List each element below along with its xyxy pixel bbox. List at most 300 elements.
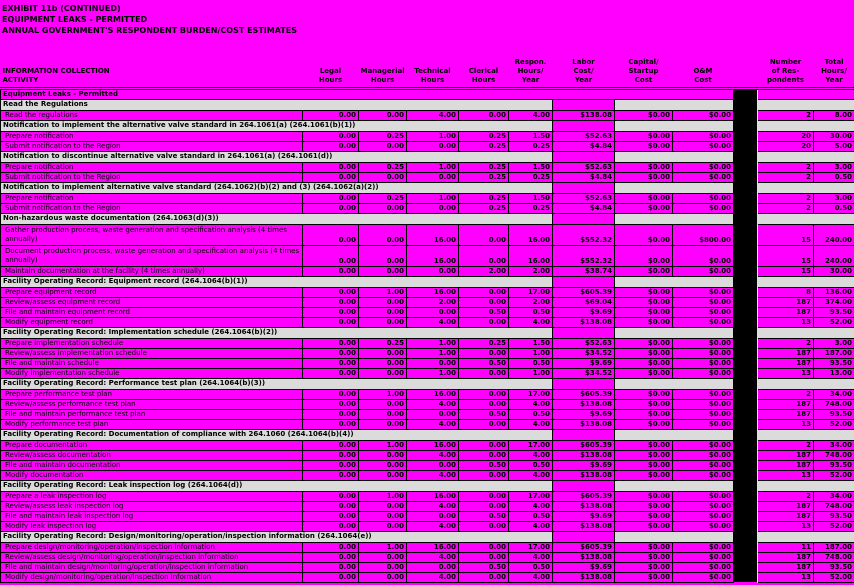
value-cell-respondent_hours_year[interactable]: 0.50 [509, 307, 553, 317]
value-cell-respondent_hours_year[interactable]: 0.50 [509, 562, 553, 572]
value-cell-legal_hours[interactable]: 0.00 [303, 358, 359, 368]
value-cell-legal_hours[interactable]: 0.00 [303, 572, 359, 582]
value-cell-clerical_hours[interactable]: 0.00 [459, 419, 509, 429]
value-cell-total_hours_year[interactable]: 93.50 [814, 409, 854, 419]
value-cell-respondent_hours_year[interactable]: 4.00 [509, 450, 553, 460]
section-labor-cost-cell[interactable] [553, 531, 615, 542]
value-cell-respondent_hours_year[interactable]: 4.00 [509, 572, 553, 582]
value-cell-labor_cost_year[interactable]: $138.08 [553, 470, 615, 480]
value-cell-clerical_hours[interactable]: 0.25 [459, 338, 509, 348]
value-cell-om_cost[interactable]: $0.00 [673, 552, 734, 562]
value-cell-respondent_hours_year[interactable]: 0.50 [509, 511, 553, 521]
value-cell-capital_startup_cost[interactable]: $0.00 [615, 297, 673, 307]
value-cell-clerical_hours[interactable]: 0.50 [459, 460, 509, 470]
value-cell-technical_hours[interactable]: 0.00 [407, 511, 459, 521]
value-cell-labor_cost_year[interactable]: $4.84 [553, 141, 615, 151]
value-cell-legal_hours[interactable]: 0.00 [303, 266, 359, 276]
value-cell-labor_cost_year[interactable]: $138.08 [553, 552, 615, 562]
value-cell-legal_hours[interactable]: 0.00 [303, 491, 359, 501]
value-cell-legal_hours[interactable]: 0.00 [303, 460, 359, 470]
value-cell-number_of_respondents[interactable]: 187 [758, 562, 814, 572]
value-cell-labor_cost_year[interactable]: $52.63 [553, 338, 615, 348]
value-cell-number_of_respondents[interactable]: 13 [758, 470, 814, 480]
value-cell-technical_hours[interactable]: 1.00 [407, 338, 459, 348]
value-cell-om_cost[interactable]: $0.00 [673, 572, 734, 582]
value-cell-technical_hours[interactable]: 16.00 [407, 542, 459, 552]
value-cell-om_cost[interactable]: $0.00 [673, 511, 734, 521]
value-cell-respondent_hours_year[interactable]: 16.00 [509, 224, 553, 245]
value-cell-number_of_respondents[interactable]: 15 [758, 266, 814, 276]
value-cell-total_hours_year[interactable]: 30.00 [814, 131, 854, 141]
value-cell-clerical_hours[interactable]: 0.00 [459, 521, 509, 531]
value-cell-legal_hours[interactable]: 0.00 [303, 389, 359, 399]
value-cell-total_hours_year[interactable]: 52.00 [814, 572, 854, 582]
category-band-label[interactable]: Equipment Leaks - Permitted [1, 88, 734, 99]
value-cell-managerial_hours[interactable]: 0.00 [359, 358, 407, 368]
value-cell-legal_hours[interactable]: 0.00 [303, 521, 359, 531]
value-cell-capital_startup_cost[interactable]: $0.00 [615, 338, 673, 348]
value-cell-managerial_hours[interactable]: 0.00 [359, 297, 407, 307]
value-cell-technical_hours[interactable]: 0.00 [407, 307, 459, 317]
value-cell-legal_hours[interactable]: 0.00 [303, 317, 359, 327]
value-cell-respondent_hours_year[interactable]: 1.50 [509, 338, 553, 348]
value-cell-number_of_respondents[interactable]: 8 [758, 287, 814, 297]
value-cell-legal_hours[interactable]: 0.00 [303, 110, 359, 120]
value-cell-clerical_hours[interactable]: 0.00 [459, 450, 509, 460]
value-cell-total_hours_year[interactable]: 187.00 [814, 542, 854, 552]
activity-label-cell[interactable]: Modify implementation schedule [1, 368, 303, 378]
value-cell-respondent_hours_year[interactable]: 1.00 [509, 348, 553, 358]
value-cell-total_hours_year[interactable]: 52.00 [814, 470, 854, 480]
activity-label-cell[interactable]: File and maintain performance test plan [1, 409, 303, 419]
value-cell-technical_hours[interactable]: 0.00 [407, 203, 459, 213]
value-cell-clerical_hours[interactable]: 0.00 [459, 399, 509, 409]
value-cell-total_hours_year[interactable]: 748.00 [814, 552, 854, 562]
value-cell-legal_hours[interactable]: 0.00 [303, 162, 359, 172]
value-cell-capital_startup_cost[interactable]: $0.00 [615, 224, 673, 245]
value-cell-legal_hours[interactable]: 0.00 [303, 297, 359, 307]
value-cell-technical_hours[interactable]: 0.00 [407, 460, 459, 470]
value-cell-respondent_hours_year[interactable]: 1.50 [509, 193, 553, 203]
value-cell-respondent_hours_year[interactable]: 4.00 [509, 501, 553, 511]
value-cell-number_of_respondents[interactable]: 13 [758, 368, 814, 378]
value-cell-labor_cost_year[interactable]: $138.08 [553, 317, 615, 327]
value-cell-capital_startup_cost[interactable]: $0.00 [615, 562, 673, 572]
value-cell-managerial_hours[interactable]: 0.00 [359, 552, 407, 562]
value-cell-number_of_respondents[interactable]: 2 [758, 172, 814, 182]
value-cell-managerial_hours[interactable]: 0.00 [359, 470, 407, 480]
section-labor-cost-cell[interactable] [553, 213, 615, 224]
value-cell-om_cost[interactable]: $0.00 [673, 562, 734, 572]
value-cell-om_cost[interactable]: $0.00 [673, 307, 734, 317]
value-cell-om_cost[interactable]: $0.00 [673, 317, 734, 327]
value-cell-managerial_hours[interactable]: 0.00 [359, 224, 407, 245]
value-cell-clerical_hours[interactable]: 0.25 [459, 141, 509, 151]
value-cell-capital_startup_cost[interactable]: $0.00 [615, 409, 673, 419]
value-cell-legal_hours[interactable]: 0.00 [303, 501, 359, 511]
value-cell-clerical_hours[interactable]: 2.00 [459, 266, 509, 276]
value-cell-managerial_hours[interactable]: 0.25 [359, 162, 407, 172]
value-cell-managerial_hours[interactable]: 0.25 [359, 131, 407, 141]
value-cell-technical_hours[interactable]: 4.00 [407, 521, 459, 531]
value-cell-number_of_respondents[interactable]: 13 [758, 572, 814, 582]
value-cell-clerical_hours[interactable]: 0.00 [459, 440, 509, 450]
value-cell-respondent_hours_year[interactable]: 16.00 [509, 245, 553, 266]
value-cell-technical_hours[interactable]: 4.00 [407, 419, 459, 429]
value-cell-technical_hours[interactable]: 4.00 [407, 501, 459, 511]
activity-label-cell[interactable]: Submit notification to the Region [1, 172, 303, 182]
value-cell-total_hours_year[interactable]: 5.00 [814, 141, 854, 151]
value-cell-number_of_respondents[interactable]: 20 [758, 141, 814, 151]
value-cell-om_cost[interactable]: $0.00 [673, 297, 734, 307]
value-cell-managerial_hours[interactable]: 0.00 [359, 399, 407, 409]
value-cell-labor_cost_year[interactable]: $9.69 [553, 460, 615, 470]
value-cell-capital_startup_cost[interactable]: $0.00 [615, 162, 673, 172]
value-cell-total_hours_year[interactable]: 93.50 [814, 511, 854, 521]
value-cell-om_cost[interactable]: $0.00 [673, 172, 734, 182]
value-cell-legal_hours[interactable]: 0.00 [303, 348, 359, 358]
value-cell-managerial_hours[interactable]: 0.00 [359, 419, 407, 429]
value-cell-om_cost[interactable]: $0.00 [673, 419, 734, 429]
value-cell-managerial_hours[interactable]: 0.00 [359, 460, 407, 470]
value-cell-labor_cost_year[interactable]: $138.08 [553, 521, 615, 531]
value-cell-labor_cost_year[interactable]: $605.39 [553, 491, 615, 501]
activity-label-cell[interactable]: Submit notification to the Region [1, 141, 303, 151]
activity-label-cell[interactable]: File and maintain leak inspection log [1, 511, 303, 521]
value-cell-capital_startup_cost[interactable]: $0.00 [615, 572, 673, 582]
value-cell-total_hours_year[interactable]: 374.00 [814, 297, 854, 307]
value-cell-capital_startup_cost[interactable]: $0.00 [615, 287, 673, 297]
value-cell-total_hours_year[interactable]: 187.00 [814, 348, 854, 358]
value-cell-total_hours_year[interactable]: 93.50 [814, 358, 854, 368]
value-cell-clerical_hours[interactable]: 0.00 [459, 542, 509, 552]
value-cell-total_hours_year[interactable]: 3.00 [814, 193, 854, 203]
value-cell-number_of_respondents[interactable]: 15 [758, 245, 814, 266]
value-cell-technical_hours[interactable]: 4.00 [407, 572, 459, 582]
value-cell-om_cost[interactable]: $0.00 [673, 470, 734, 480]
value-cell-respondent_hours_year[interactable]: 0.50 [509, 358, 553, 368]
value-cell-respondent_hours_year[interactable]: 4.00 [509, 419, 553, 429]
value-cell-technical_hours[interactable]: 4.00 [407, 399, 459, 409]
value-cell-clerical_hours[interactable]: 0.00 [459, 224, 509, 245]
value-cell-technical_hours[interactable]: 1.00 [407, 193, 459, 203]
value-cell-labor_cost_year[interactable]: $9.69 [553, 511, 615, 521]
value-cell-legal_hours[interactable]: 0.00 [303, 440, 359, 450]
value-cell-labor_cost_year[interactable]: $9.69 [553, 409, 615, 419]
value-cell-labor_cost_year[interactable]: $138.08 [553, 110, 615, 120]
value-cell-labor_cost_year[interactable]: $552.32 [553, 245, 615, 266]
value-cell-managerial_hours[interactable]: 0.00 [359, 409, 407, 419]
value-cell-om_cost[interactable]: $0.00 [673, 542, 734, 552]
value-cell-number_of_respondents[interactable]: 20 [758, 131, 814, 141]
activity-label-cell[interactable]: Prepare equipment record [1, 287, 303, 297]
value-cell-legal_hours[interactable]: 0.00 [303, 193, 359, 203]
value-cell-technical_hours[interactable]: 0.00 [407, 562, 459, 572]
value-cell-technical_hours[interactable]: 0.00 [407, 141, 459, 151]
value-cell-technical_hours[interactable]: 16.00 [407, 389, 459, 399]
value-cell-capital_startup_cost[interactable]: $0.00 [615, 131, 673, 141]
value-cell-managerial_hours[interactable]: 1.00 [359, 491, 407, 501]
value-cell-respondent_hours_year[interactable]: 2.00 [509, 297, 553, 307]
value-cell-respondent_hours_year[interactable]: 4.00 [509, 521, 553, 531]
value-cell-managerial_hours[interactable]: 0.00 [359, 317, 407, 327]
value-cell-technical_hours[interactable]: 0.00 [407, 266, 459, 276]
value-cell-capital_startup_cost[interactable]: $0.00 [615, 491, 673, 501]
value-cell-managerial_hours[interactable]: 0.00 [359, 245, 407, 266]
value-cell-total_hours_year[interactable]: 748.00 [814, 399, 854, 409]
value-cell-number_of_respondents[interactable]: 13 [758, 419, 814, 429]
value-cell-labor_cost_year[interactable]: $9.69 [553, 562, 615, 572]
value-cell-total_hours_year[interactable]: 52.00 [814, 521, 854, 531]
value-cell-technical_hours[interactable]: 0.00 [407, 358, 459, 368]
value-cell-respondent_hours_year[interactable]: 4.00 [509, 110, 553, 120]
section-header-label[interactable]: Facility Operating Record: Documentation of compliance with 264.1060 (264.1064(b)(4)) [1, 429, 553, 440]
value-cell-clerical_hours[interactable]: 0.50 [459, 409, 509, 419]
value-cell-total_hours_year[interactable]: 93.50 [814, 307, 854, 317]
section-labor-cost-cell[interactable] [553, 276, 615, 287]
activity-label-cell[interactable]: Review/assess implementation schedule [1, 348, 303, 358]
value-cell-labor_cost_year[interactable]: $138.08 [553, 501, 615, 511]
value-cell-managerial_hours[interactable]: 0.00 [359, 572, 407, 582]
value-cell-respondent_hours_year[interactable]: 17.00 [509, 389, 553, 399]
value-cell-technical_hours[interactable]: 16.00 [407, 224, 459, 245]
value-cell-technical_hours[interactable]: 16.00 [407, 491, 459, 501]
value-cell-capital_startup_cost[interactable]: $0.00 [615, 460, 673, 470]
value-cell-om_cost[interactable]: $0.00 [673, 501, 734, 511]
value-cell-clerical_hours[interactable]: 0.25 [459, 203, 509, 213]
value-cell-labor_cost_year[interactable]: $138.08 [553, 572, 615, 582]
value-cell-labor_cost_year[interactable]: $69.04 [553, 297, 615, 307]
value-cell-capital_startup_cost[interactable]: $0.00 [615, 419, 673, 429]
value-cell-total_hours_year[interactable]: 34.00 [814, 440, 854, 450]
value-cell-capital_startup_cost[interactable]: $0.00 [615, 552, 673, 562]
value-cell-number_of_respondents[interactable]: 187 [758, 450, 814, 460]
value-cell-clerical_hours[interactable]: 0.00 [459, 368, 509, 378]
value-cell-technical_hours[interactable]: 1.00 [407, 368, 459, 378]
value-cell-managerial_hours[interactable]: 0.00 [359, 141, 407, 151]
activity-label-cell[interactable]: File and maintain schedule [1, 358, 303, 368]
value-cell-managerial_hours[interactable]: 0.00 [359, 562, 407, 572]
value-cell-number_of_respondents[interactable]: 187 [758, 307, 814, 317]
value-cell-technical_hours[interactable]: 16.00 [407, 287, 459, 297]
value-cell-labor_cost_year[interactable]: $605.39 [553, 542, 615, 552]
section-labor-cost-cell[interactable] [553, 480, 615, 491]
value-cell-om_cost[interactable]: $800.00 [673, 224, 734, 245]
value-cell-legal_hours[interactable]: 0.00 [303, 399, 359, 409]
value-cell-number_of_respondents[interactable]: 2 [758, 203, 814, 213]
value-cell-om_cost[interactable]: $0.00 [673, 460, 734, 470]
value-cell-capital_startup_cost[interactable]: $0.00 [615, 440, 673, 450]
value-cell-capital_startup_cost[interactable]: $0.00 [615, 389, 673, 399]
activity-label-cell[interactable]: Modify design/monitoring/operation/inspection information [1, 572, 303, 582]
value-cell-managerial_hours[interactable]: 0.00 [359, 172, 407, 182]
value-cell-legal_hours[interactable]: 0.00 [303, 203, 359, 213]
value-cell-managerial_hours[interactable]: 1.00 [359, 287, 407, 297]
value-cell-number_of_respondents[interactable]: 2 [758, 193, 814, 203]
value-cell-capital_startup_cost[interactable]: $0.00 [615, 141, 673, 151]
value-cell-labor_cost_year[interactable]: $52.63 [553, 193, 615, 203]
value-cell-legal_hours[interactable]: 0.00 [303, 224, 359, 245]
section-labor-cost-cell[interactable] [553, 327, 615, 338]
section-labor-cost-cell[interactable] [553, 182, 615, 193]
activity-label-cell[interactable]: Modify equipment record [1, 317, 303, 327]
section-header-label[interactable]: Facility Operating Record: Implementation schedule (264.1064(b)(2)) [1, 327, 553, 338]
value-cell-capital_startup_cost[interactable]: $0.00 [615, 521, 673, 531]
value-cell-clerical_hours[interactable]: 0.00 [459, 491, 509, 501]
value-cell-labor_cost_year[interactable]: $52.63 [553, 131, 615, 141]
value-cell-clerical_hours[interactable]: 0.00 [459, 348, 509, 358]
value-cell-legal_hours[interactable]: 0.00 [303, 409, 359, 419]
value-cell-om_cost[interactable]: $0.00 [673, 266, 734, 276]
value-cell-total_hours_year[interactable]: 34.00 [814, 491, 854, 501]
value-cell-clerical_hours[interactable]: 0.25 [459, 162, 509, 172]
value-cell-capital_startup_cost[interactable]: $0.00 [615, 348, 673, 358]
value-cell-om_cost[interactable]: $0.00 [673, 399, 734, 409]
value-cell-respondent_hours_year[interactable]: 1.00 [509, 368, 553, 378]
value-cell-clerical_hours[interactable]: 0.00 [459, 317, 509, 327]
value-cell-number_of_respondents[interactable]: 187 [758, 552, 814, 562]
value-cell-capital_startup_cost[interactable]: $0.00 [615, 193, 673, 203]
value-cell-capital_startup_cost[interactable]: $0.00 [615, 542, 673, 552]
value-cell-total_hours_year[interactable]: 0.50 [814, 172, 854, 182]
value-cell-managerial_hours[interactable]: 0.00 [359, 511, 407, 521]
value-cell-number_of_respondents[interactable]: 187 [758, 409, 814, 419]
value-cell-clerical_hours[interactable]: 0.25 [459, 131, 509, 141]
value-cell-om_cost[interactable]: $0.00 [673, 162, 734, 172]
value-cell-technical_hours[interactable]: 0.00 [407, 409, 459, 419]
value-cell-om_cost[interactable]: $0.00 [673, 491, 734, 501]
value-cell-total_hours_year[interactable]: 30.00 [814, 266, 854, 276]
value-cell-managerial_hours[interactable]: 0.00 [359, 266, 407, 276]
value-cell-clerical_hours[interactable]: 0.00 [459, 245, 509, 266]
value-cell-total_hours_year[interactable]: 93.50 [814, 562, 854, 572]
value-cell-number_of_respondents[interactable]: 187 [758, 501, 814, 511]
section-header-label[interactable]: Facility Operating Record: Leak inspection log (264.1064(d)) [1, 480, 553, 491]
value-cell-respondent_hours_year[interactable]: 4.00 [509, 317, 553, 327]
value-cell-technical_hours[interactable]: 2.00 [407, 297, 459, 307]
value-cell-om_cost[interactable]: $0.00 [673, 389, 734, 399]
value-cell-clerical_hours[interactable]: 0.00 [459, 572, 509, 582]
value-cell-capital_startup_cost[interactable]: $0.00 [615, 358, 673, 368]
value-cell-labor_cost_year[interactable]: $9.69 [553, 358, 615, 368]
section-header-label[interactable]: Facility Operating Record: Equipment record (264.1064(b)(1)) [1, 276, 553, 287]
value-cell-clerical_hours[interactable]: 0.50 [459, 511, 509, 521]
value-cell-total_hours_year[interactable]: 3.00 [814, 338, 854, 348]
value-cell-total_hours_year[interactable]: 93.50 [814, 460, 854, 470]
value-cell-clerical_hours[interactable]: 0.00 [459, 297, 509, 307]
value-cell-capital_startup_cost[interactable]: $0.00 [615, 368, 673, 378]
value-cell-clerical_hours[interactable]: 0.00 [459, 501, 509, 511]
value-cell-technical_hours[interactable]: 4.00 [407, 450, 459, 460]
activity-label-cell[interactable]: Read the regulations [1, 110, 303, 120]
value-cell-om_cost[interactable]: $0.00 [673, 348, 734, 358]
value-cell-number_of_respondents[interactable]: 2 [758, 389, 814, 399]
value-cell-total_hours_year[interactable]: 34.00 [814, 389, 854, 399]
value-cell-capital_startup_cost[interactable]: $0.00 [615, 399, 673, 409]
value-cell-om_cost[interactable]: $0.00 [673, 440, 734, 450]
value-cell-capital_startup_cost[interactable]: $0.00 [615, 450, 673, 460]
value-cell-managerial_hours[interactable]: 0.00 [359, 521, 407, 531]
value-cell-number_of_respondents[interactable]: 187 [758, 511, 814, 521]
value-cell-legal_hours[interactable]: 0.00 [303, 562, 359, 572]
value-cell-capital_startup_cost[interactable]: $0.00 [615, 203, 673, 213]
value-cell-labor_cost_year[interactable]: $138.08 [553, 399, 615, 409]
value-cell-respondent_hours_year[interactable]: 17.00 [509, 287, 553, 297]
section-header-label[interactable]: Facility Operating Record: Performance test plan (264.1064(b)(3)) [1, 378, 553, 389]
value-cell-respondent_hours_year[interactable]: 4.00 [509, 399, 553, 409]
value-cell-capital_startup_cost[interactable]: $0.00 [615, 245, 673, 266]
value-cell-total_hours_year[interactable]: 240.00 [814, 245, 854, 266]
value-cell-om_cost[interactable]: $0.00 [673, 450, 734, 460]
value-cell-capital_startup_cost[interactable]: $0.00 [615, 307, 673, 317]
value-cell-clerical_hours[interactable]: 0.00 [459, 470, 509, 480]
value-cell-clerical_hours[interactable]: 0.50 [459, 307, 509, 317]
activity-label-cell[interactable]: Prepare performance test plan [1, 389, 303, 399]
section-labor-cost-cell[interactable] [553, 99, 615, 110]
value-cell-respondent_hours_year[interactable]: 0.25 [509, 172, 553, 182]
value-cell-respondent_hours_year[interactable]: 1.50 [509, 162, 553, 172]
value-cell-legal_hours[interactable]: 0.00 [303, 419, 359, 429]
value-cell-labor_cost_year[interactable]: $138.08 [553, 450, 615, 460]
activity-label-cell[interactable]: Prepare documentation [1, 440, 303, 450]
value-cell-clerical_hours[interactable]: 0.00 [459, 287, 509, 297]
value-cell-number_of_respondents[interactable]: 187 [758, 297, 814, 307]
value-cell-managerial_hours[interactable]: 0.00 [359, 110, 407, 120]
value-cell-managerial_hours[interactable]: 1.00 [359, 389, 407, 399]
value-cell-respondent_hours_year[interactable]: 17.00 [509, 542, 553, 552]
value-cell-om_cost[interactable]: $0.00 [673, 141, 734, 151]
value-cell-technical_hours[interactable]: 1.00 [407, 348, 459, 358]
value-cell-capital_startup_cost[interactable]: $0.00 [615, 172, 673, 182]
activity-label-cell[interactable]: Review/assess leak inspection log [1, 501, 303, 511]
value-cell-respondent_hours_year[interactable]: 4.00 [509, 470, 553, 480]
value-cell-legal_hours[interactable]: 0.00 [303, 131, 359, 141]
value-cell-total_hours_year[interactable]: 8.00 [814, 110, 854, 120]
value-cell-number_of_respondents[interactable]: 11 [758, 542, 814, 552]
value-cell-labor_cost_year[interactable]: $34.52 [553, 348, 615, 358]
activity-label-cell[interactable]: Maintain documentation at the facility (4 times annually) [1, 266, 303, 276]
value-cell-capital_startup_cost[interactable]: $0.00 [615, 317, 673, 327]
value-cell-legal_hours[interactable]: 0.00 [303, 552, 359, 562]
value-cell-technical_hours[interactable]: 1.00 [407, 162, 459, 172]
activity-label-cell[interactable]: Submit notification to the Region [1, 203, 303, 213]
value-cell-capital_startup_cost[interactable]: $0.00 [615, 470, 673, 480]
value-cell-legal_hours[interactable]: 0.00 [303, 450, 359, 460]
value-cell-respondent_hours_year[interactable]: 0.50 [509, 409, 553, 419]
value-cell-total_hours_year[interactable]: 136.00 [814, 287, 854, 297]
activity-label-cell[interactable]: Review/assess equipment record [1, 297, 303, 307]
value-cell-legal_hours[interactable]: 0.00 [303, 172, 359, 182]
value-cell-managerial_hours[interactable]: 1.00 [359, 542, 407, 552]
value-cell-number_of_respondents[interactable]: 2 [758, 162, 814, 172]
activity-label-cell[interactable]: Prepare design/monitoring/operation/inspection information [1, 542, 303, 552]
value-cell-technical_hours[interactable]: 4.00 [407, 317, 459, 327]
value-cell-total_hours_year[interactable]: 52.00 [814, 317, 854, 327]
value-cell-labor_cost_year[interactable]: $605.39 [553, 440, 615, 450]
value-cell-number_of_respondents[interactable]: 187 [758, 399, 814, 409]
value-cell-capital_startup_cost[interactable]: $0.00 [615, 501, 673, 511]
activity-label-cell[interactable]: Prepare a leak inspection log [1, 491, 303, 501]
activity-label-cell[interactable]: Prepare notification [1, 193, 303, 203]
value-cell-managerial_hours[interactable]: 0.00 [359, 307, 407, 317]
value-cell-number_of_respondents[interactable]: 187 [758, 460, 814, 470]
value-cell-om_cost[interactable]: $0.00 [673, 358, 734, 368]
value-cell-labor_cost_year[interactable]: $4.84 [553, 172, 615, 182]
section-labor-cost-cell[interactable] [553, 429, 615, 440]
value-cell-number_of_respondents[interactable]: 187 [758, 358, 814, 368]
value-cell-number_of_respondents[interactable]: 2 [758, 110, 814, 120]
value-cell-total_hours_year[interactable]: 3.00 [814, 162, 854, 172]
